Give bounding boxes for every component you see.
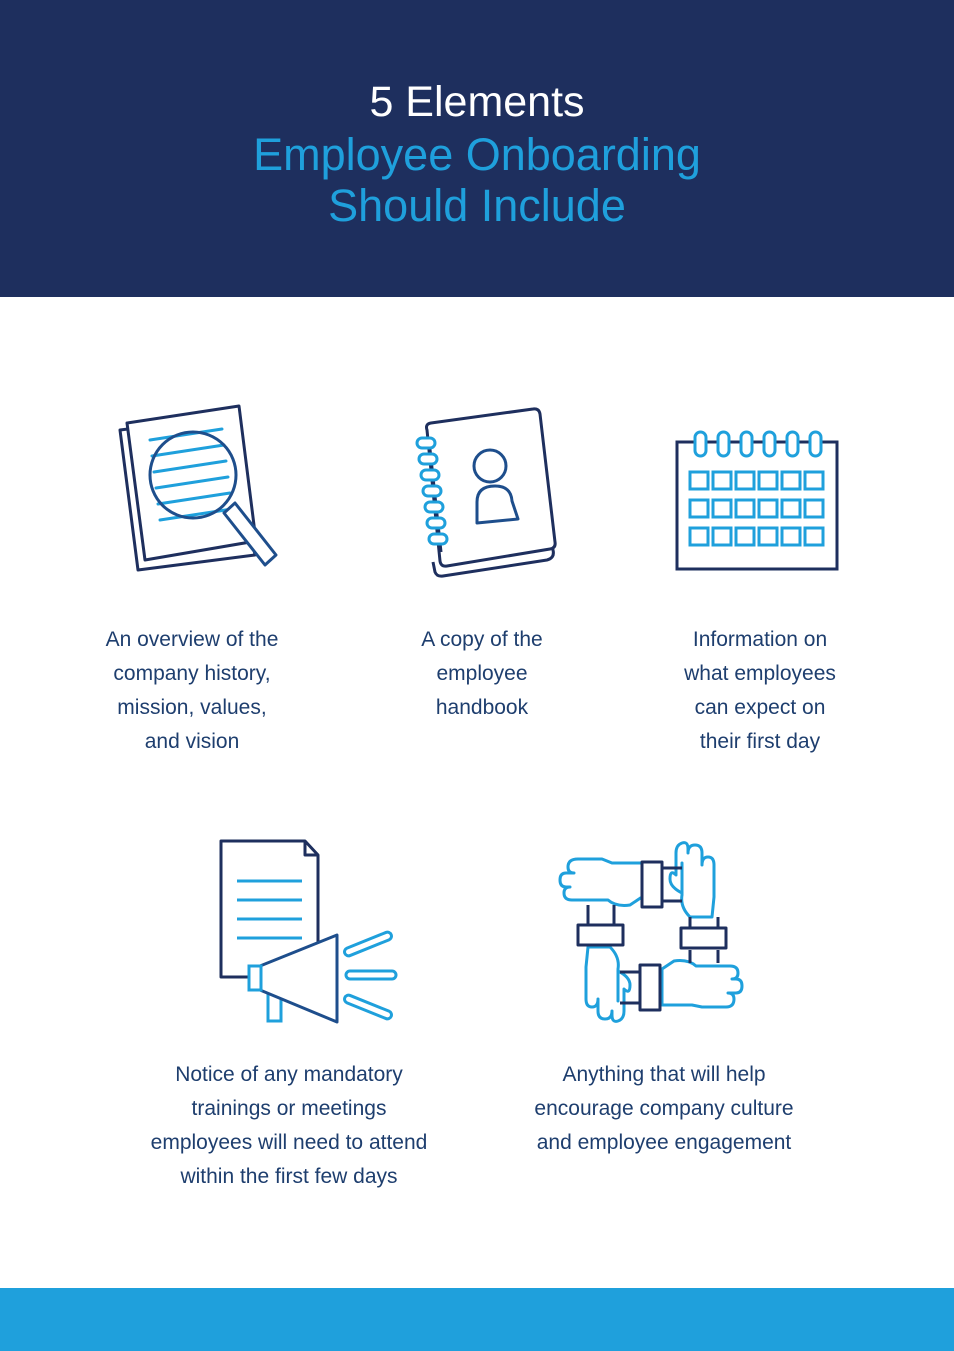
- calendar-icon: [670, 425, 845, 575]
- caption-line: Anything that will help: [562, 1063, 766, 1086]
- element-3-caption: [650, 623, 870, 759]
- caption-line: employees will need to attend: [150, 1131, 428, 1154]
- caption-line: trainings or meetings: [191, 1097, 387, 1120]
- caption-line: Information on: [692, 628, 828, 651]
- title-line-2: Employee Onboarding: [253, 129, 701, 180]
- title-line-3: Should Include: [328, 180, 626, 231]
- title-line-1: 5 Elements: [369, 78, 585, 126]
- caption-line: handbook: [435, 696, 529, 719]
- caption-line: their first day: [699, 730, 821, 753]
- footer-bar: [0, 1288, 954, 1351]
- caption-line: mission, values,: [117, 696, 267, 719]
- element-1-caption: [72, 623, 312, 759]
- element-4-caption: [119, 1058, 459, 1194]
- joined-hands-icon: [552, 835, 747, 1030]
- caption-line: can expect on: [694, 696, 826, 719]
- caption-line: and employee engagement: [536, 1131, 792, 1154]
- caption-line: A copy of the: [421, 628, 543, 651]
- caption-line: and vision: [144, 730, 240, 753]
- caption-line: An overview of the: [105, 628, 279, 651]
- document-magnifier-icon: [110, 395, 290, 580]
- employee-handbook-icon: [405, 400, 565, 585]
- document-megaphone-icon: [210, 830, 410, 1030]
- caption-line: within the first few days: [180, 1165, 398, 1188]
- caption-line: Notice of any mandatory: [175, 1063, 403, 1086]
- element-2-caption: [382, 623, 582, 725]
- header-banner: [0, 0, 954, 297]
- caption-line: encourage company culture: [534, 1097, 794, 1120]
- caption-line: company history,: [113, 662, 271, 685]
- caption-line: what employees: [684, 662, 836, 685]
- element-5-caption: [504, 1058, 824, 1160]
- caption-line: employee: [436, 662, 528, 685]
